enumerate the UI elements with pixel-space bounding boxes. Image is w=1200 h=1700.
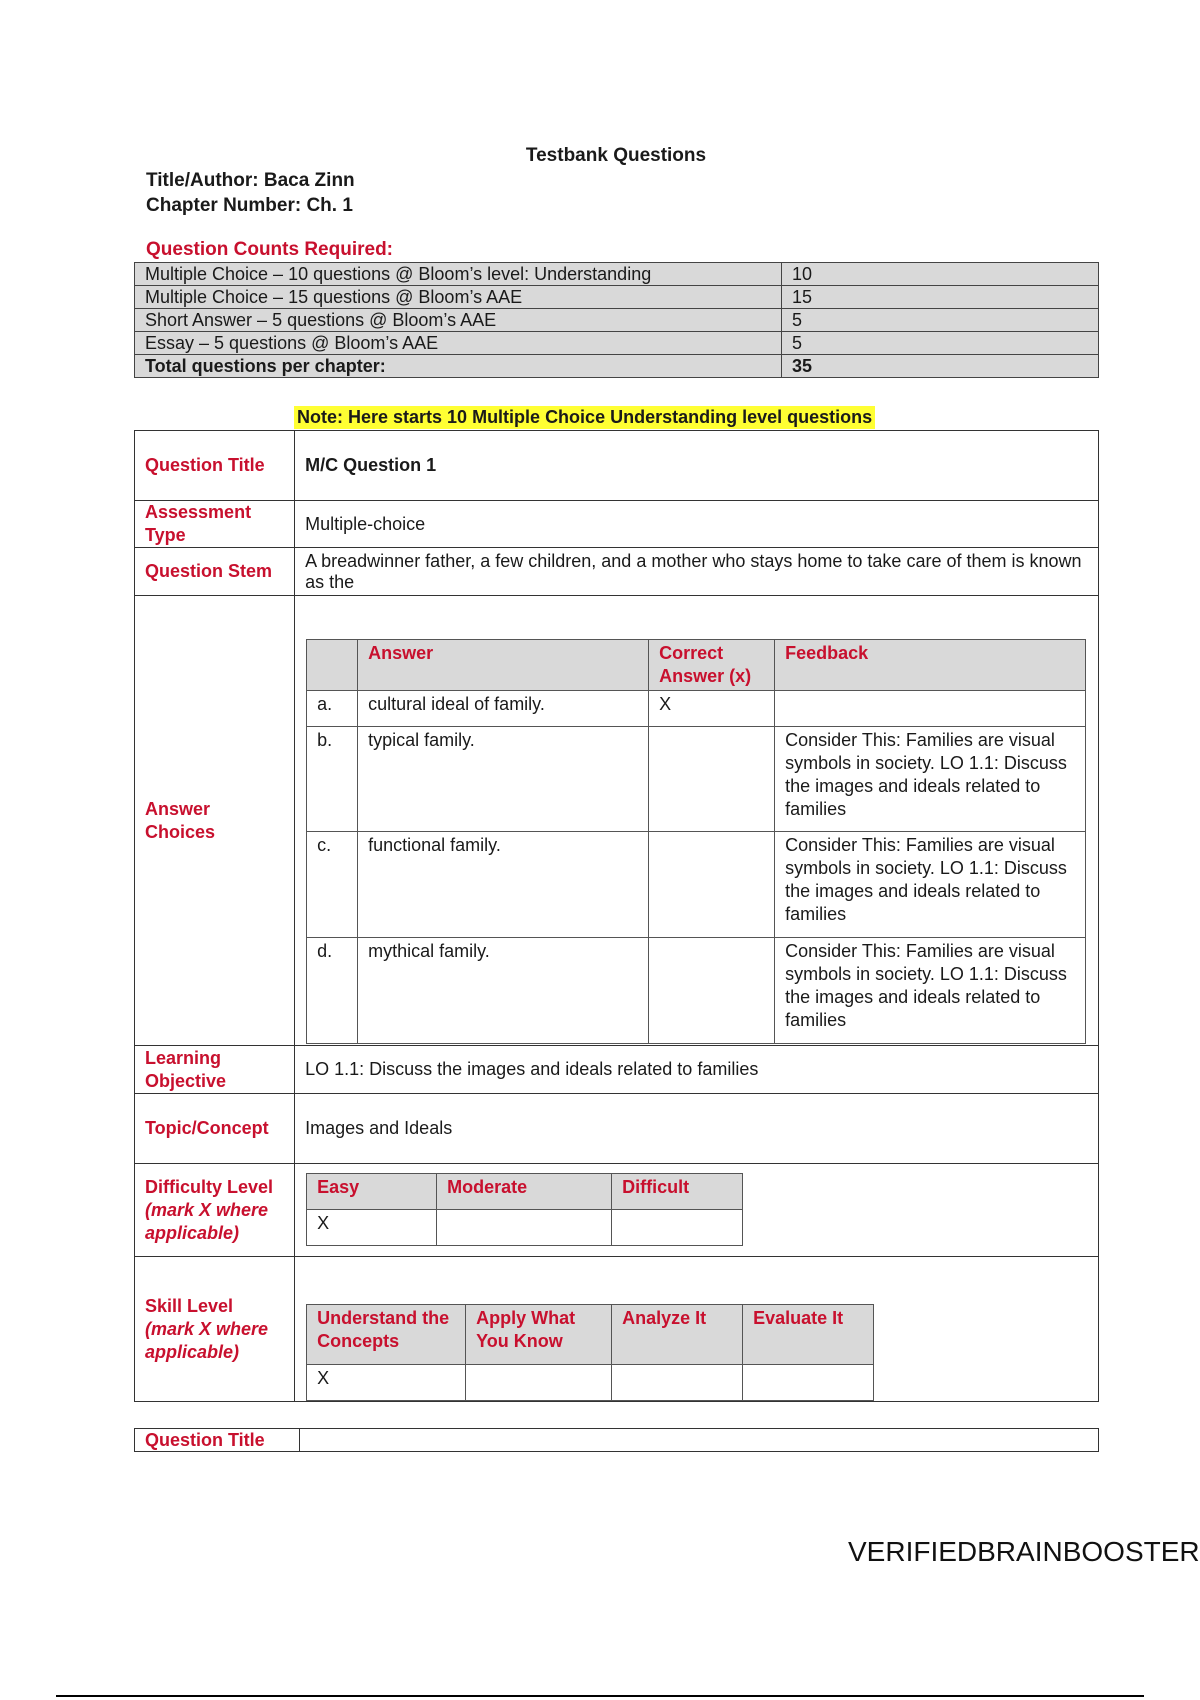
- answer-feedback: [775, 691, 1086, 727]
- answer-correct-mark: [649, 727, 775, 832]
- skill-analyze-header: Analyze It: [612, 1305, 743, 1365]
- difficulty-difficult-mark: [612, 1210, 743, 1246]
- answer-letter: d.: [307, 938, 358, 1044]
- answers-table: [306, 639, 1086, 1044]
- table-row: [135, 286, 1099, 309]
- learning-objective-label: Learning Objective: [135, 1046, 295, 1094]
- question-stem-label: Question Stem: [135, 548, 295, 596]
- question-table: [134, 430, 1099, 1402]
- answer-feedback: Consider This: Families are visual symbols in society. LO 1.1: Discuss the images and ideals related to families: [775, 832, 1086, 938]
- answer-correct-mark: [649, 938, 775, 1044]
- difficulty-moderate-mark: [437, 1210, 612, 1246]
- document-title: Testbank Questions: [525, 145, 707, 166]
- answer-row: [307, 938, 1086, 1044]
- answer-correct-mark: [649, 832, 775, 938]
- question-stem-row: [135, 548, 1099, 596]
- answer-choices-row: [135, 596, 1099, 1046]
- total-count: 35: [782, 355, 1099, 378]
- total-label: Total questions per chapter:: [135, 355, 782, 378]
- difficulty-cell: [295, 1164, 1099, 1257]
- learning-objective-value: LO 1.1: Discuss the images and ideals related to families: [295, 1046, 1099, 1094]
- skill-evaluate-header: Evaluate It: [743, 1305, 874, 1365]
- answer-row: [307, 691, 1086, 727]
- difficulty-moderate-header: Moderate: [437, 1174, 612, 1210]
- answer-letter: b.: [307, 727, 358, 832]
- skill-apply-mark: [466, 1365, 612, 1401]
- answer-text: typical family.: [358, 727, 649, 832]
- count-value: 15: [782, 286, 1099, 309]
- next-question-title-value: [300, 1429, 1099, 1452]
- skill-row: [135, 1257, 1099, 1402]
- topic-value: Images and Ideals: [295, 1094, 1099, 1164]
- answer-choices-cell: [295, 596, 1099, 1046]
- next-question-title-row: [135, 1429, 1099, 1452]
- title-author: Title/Author: Baca Zinn: [146, 170, 355, 191]
- difficulty-mark-hint: (mark X where applicable): [145, 1199, 269, 1243]
- answer-feedback: Consider This: Families are visual symbols in society. LO 1.1: Discuss the images and ideals related to families: [775, 938, 1086, 1044]
- answer-choices-label: Answer Choices: [135, 596, 295, 1046]
- difficulty-label-cell: [135, 1164, 295, 1257]
- learning-objective-row: [135, 1046, 1099, 1094]
- question-title-value: M/C Question 1: [295, 431, 1099, 501]
- count-label: Multiple Choice – 15 questions @ Bloom’s AAE: [135, 286, 782, 309]
- question-stem-value: A breadwinner father, a few children, and a mother who stays home to take care of them is known as the: [295, 548, 1099, 596]
- difficulty-easy-mark: X: [307, 1210, 437, 1246]
- skill-marks-row: [307, 1365, 874, 1401]
- question-title-row: [135, 431, 1099, 501]
- skill-mark-hint: (mark X where applicable): [145, 1318, 269, 1362]
- next-question-table: [134, 1428, 1099, 1452]
- answer-text: cultural ideal of family.: [358, 691, 649, 727]
- question-title-label: Question Title: [135, 431, 295, 501]
- chapter-number: Chapter Number: Ch. 1: [146, 195, 353, 216]
- skill-table: [306, 1304, 874, 1401]
- answers-header-row: [307, 640, 1086, 691]
- skill-cell: [295, 1257, 1099, 1402]
- skill-header-row: [307, 1305, 874, 1365]
- answer-letter: c.: [307, 832, 358, 938]
- count-label: Short Answer – 5 questions @ Bloom’s AAE: [135, 309, 782, 332]
- count-value: 5: [782, 332, 1099, 355]
- feedback-header: Feedback: [775, 640, 1086, 691]
- assessment-type-value: Multiple-choice: [295, 501, 1099, 548]
- assessment-type-row: [135, 501, 1099, 548]
- answer-row: [307, 832, 1086, 938]
- topic-label: Topic/Concept: [135, 1094, 295, 1164]
- topic-row: [135, 1094, 1099, 1164]
- skill-apply-header: Apply What You Know: [466, 1305, 612, 1365]
- correct-header: Correct Answer (x): [649, 640, 775, 691]
- difficulty-table: [306, 1173, 743, 1246]
- difficulty-row: [135, 1164, 1099, 1257]
- question-counts-table: [134, 262, 1099, 378]
- next-question-title-label: Question Title: [135, 1429, 300, 1452]
- difficulty-easy-header: Easy: [307, 1174, 437, 1210]
- difficulty-marks-row: [307, 1210, 743, 1246]
- letter-header: [307, 640, 358, 691]
- highlighted-note: Note: Here starts 10 Multiple Choice Understanding level questions: [294, 406, 875, 429]
- answer-header: Answer: [358, 640, 649, 691]
- table-row: [135, 332, 1099, 355]
- answer-correct-mark: X: [649, 691, 775, 727]
- footer-divider: [56, 1695, 1144, 1697]
- count-value: 10: [782, 263, 1099, 286]
- skill-understand-mark: X: [307, 1365, 466, 1401]
- answer-text: mythical family.: [358, 938, 649, 1044]
- answer-text: functional family.: [358, 832, 649, 938]
- skill-evaluate-mark: [743, 1365, 874, 1401]
- assessment-type-label: Assessment Type: [135, 501, 295, 548]
- difficulty-label: Difficulty Level: [145, 1176, 274, 1197]
- answer-feedback: Consider This: Families are visual symbols in society. LO 1.1: Discuss the images and ideals related to families: [775, 727, 1086, 832]
- count-value: 5: [782, 309, 1099, 332]
- count-label: Multiple Choice – 10 questions @ Bloom’s level: Understanding: [135, 263, 782, 286]
- skill-understand-header: Understand the Concepts: [307, 1305, 466, 1365]
- document-meta: [146, 168, 355, 218]
- difficulty-header-row: [307, 1174, 743, 1210]
- skill-label: Skill Level: [145, 1295, 234, 1316]
- count-label: Essay – 5 questions @ Bloom’s AAE: [135, 332, 782, 355]
- answer-letter: a.: [307, 691, 358, 727]
- answer-row: [307, 727, 1086, 832]
- total-row: [135, 355, 1099, 378]
- table-row: [135, 309, 1099, 332]
- skill-analyze-mark: [612, 1365, 743, 1401]
- difficulty-difficult-header: Difficult: [612, 1174, 743, 1210]
- skill-label-cell: [135, 1257, 295, 1402]
- watermark-text: VERIFIEDBRAINBOOSTER: [848, 1536, 1200, 1567]
- question-counts-heading: Question Counts Required:: [146, 239, 393, 260]
- table-row: [135, 263, 1099, 286]
